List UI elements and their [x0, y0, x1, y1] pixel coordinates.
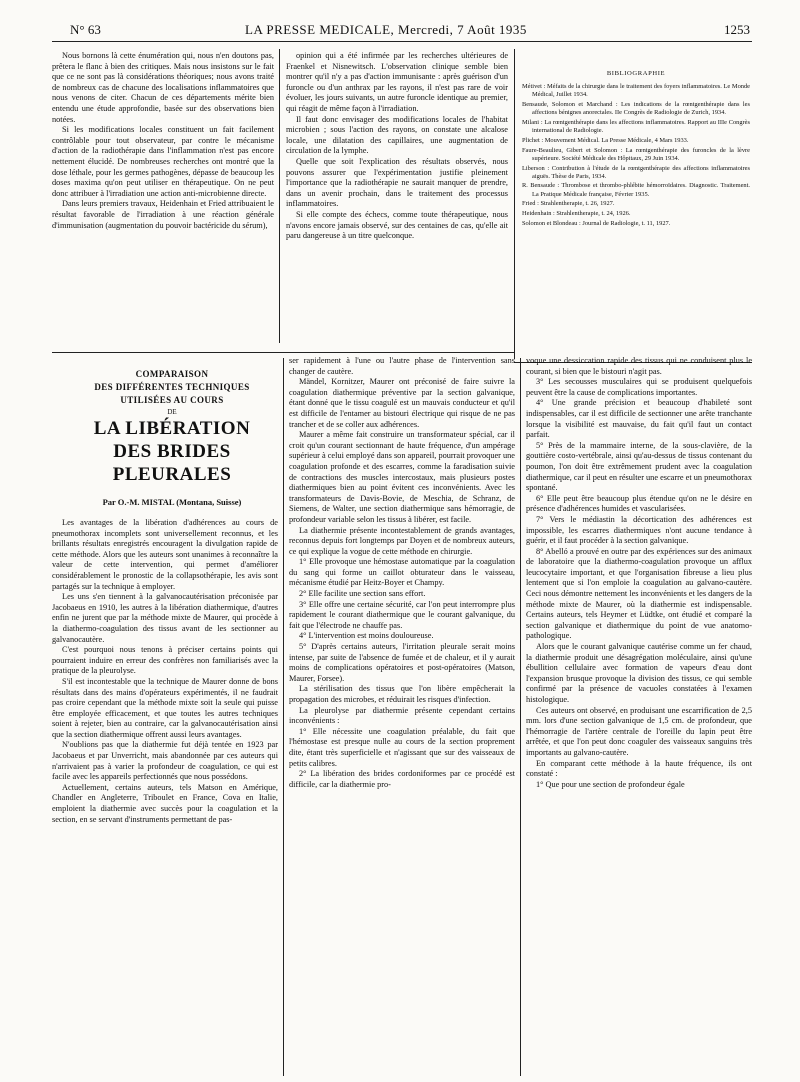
paragraph: La pleurolyse par diathermie présente cependant certains inconvénients : — [289, 705, 515, 726]
bibliography — [522, 70, 750, 360]
section-rule — [52, 352, 514, 353]
paragraph: 4° Une grande précision et beaucoup d'habileté sont indispensables, car il est difficile de sectionner une arête tranchante lorsque la visibilité est mauvaise, du fait qu'il faut un contact parfait. — [526, 398, 752, 440]
bibliography-entry: R. Bensaude : Thrombose et thrombo-phlébite hémorroïdaires. Diagnostic. Traitement. La Pratique Médicale française, Février 1935. — [522, 182, 750, 198]
title-line: UTILISÉES AU COURS — [120, 395, 224, 405]
column-divider — [520, 358, 521, 1076]
article-column-1 — [52, 518, 278, 1078]
title-big-line: DES BRIDES PLEURALES — [112, 441, 232, 485]
paragraph: 3° Elle offre une certaine sécurité, car l'on peut interrompre plus rapidement le courant diathermique que le courant galvanique, du fait que l'électrode ne chauffe pas. — [289, 599, 515, 630]
bibliography-entry: Liberson : Contribution à l'étude de la rœntgenthérapie des affections inflammatoires aiguës. Thèse de Paris, 1934. — [522, 164, 750, 180]
bibliography-entry: Plichet : Mouvement Médical. La Presse Médicale, 4 Mars 1933. — [522, 136, 689, 144]
bibliography-entry: Heidenhain : Strahlentherapie, t. 24, 1926. — [522, 210, 631, 218]
article-column-3 — [526, 356, 752, 1078]
paragraph: Alors que le courant galvanique cautérise comme un fer chaud, la diathermie produit une désagrégation moléculaire, ainsi qu'une ébullition cellulaire avec formation de vapeurs d'eau dont l'expansion brusque provoque la division des tissus, ce qui semble confirmé par la présence de vacuoles constatées à l'examen histologique. — [526, 642, 752, 704]
paragraph: S'il est incontestable que la technique de Maurer donne de bons résultats dans des mains d'opérateurs expérimentés, il ne faudrait pas croire cependant que la méthode mixte soit la seule qui puisse être employée efficacement, et que toutes les autres techniques soient à rejeter, bien au contraire, car la galvanocautérisation ainsi que la section diathermique offrent aussi leurs avantages. — [52, 676, 278, 739]
bibliography-entry: Fried : Strahlentherapie, t. 26, 1927. — [522, 200, 615, 208]
paragraph: Dans leurs premiers travaux, Heidenhain et Fried attribuaient le résultat favorable de l'irradiation à une réaction générale d'immunisation (augmentation du pouvoir bactéricide du sérum), — [52, 199, 274, 230]
paragraph: La diathermie présente incontestablement de grands avantages, reconnus depuis fort longtemps par Doyen et de nombreux auteurs, ce qui explique la vogue de cette méthode en chirurgie. — [289, 525, 515, 556]
page-number: 1253 — [724, 22, 750, 37]
paragraph: C'est pourquoi nous tenons à préciser certains points qui pourraient induire en erreur des confrères non familiarisés avec la pratique de la pleurolyse. — [52, 645, 278, 676]
paragraph: 3° Les secousses musculaires qui se produisent quelquefois peuvent être la cause de complications importantes. — [526, 377, 752, 397]
paragraph: 1° Que pour une section de profondeur égale — [536, 779, 685, 789]
paragraph: ser rapidement à l'une ou l'autre phase de l'intervention sans changer de cautère. — [289, 356, 515, 376]
paragraph: 8° Abelló a prouvé en outre par des expériences sur des animaux de laboratoire que la diathermo-coagulation provoque un afflux leucocytaire important, et que l'organisation fibreuse a lieu plus lentement que si l'on emploie la coagulation au galvano-cautère. Ceci nous démontre nettement les inconvénients et les dangers de la méthode mixte de Maurer, où la diathermie est indispensable. Certains auteurs, tels Heymer et Lüdtke, ont étudié et comparé la section galvanique et diathermique du point de vue anatomo-pathologique. — [526, 546, 752, 641]
top-column-2 — [286, 51, 508, 346]
paragraph: Nous bornons là cette énumération qui, nous n'en doutons pas, prêtera le flanc à bien des critiques. Mais nous insistons sur le fait que ce ne sont pas là considérations théoriques; nous avons traité de nombreux cas de chacune des localisations inflammatoires que nous venons de citer. Chacun de ces départements mérite bien entendu une étude approfondie, basée sur des observations bien notées. — [52, 51, 274, 124]
paragraph: Il faut donc envisager des modifications locales de l'habitat microbien ; sous l'action des rayons, on constate une alcalose locale, une dilatation des capillaires, une augmentation de circulation de la lymphe. — [286, 114, 508, 156]
paragraph: Quelle que soit l'explication des résultats observés, nous pouvons assurer que l'expérimentation justifie pleinement l'importance que la radiothérapie ne saurait manquer de prendre, dans un avenir prochain, dans le traitement des processus inflammatoires. — [286, 156, 508, 209]
paragraph: 2° Elle facilite une section sans effort. — [299, 589, 426, 599]
bibliography-entry: Métivet : Méfaits de la chirurgie dans le traitement des foyers inflammatoires. Le Monde Médical, Juillet 1934. — [522, 83, 750, 99]
article-author: Par O.-M. MISTAL (Montana, Suisse) — [102, 497, 242, 507]
bibliography-entry: Solomon et Blondeau : Journal de Radiologie, t. 11, 1927. — [522, 219, 671, 227]
paragraph: 5° D'après certains auteurs, l'irritation pleurale serait moins intense, par suite de l'absence de fumée et de chaleur, et il y aurait moins de complications opératoires et post-opératoires (Matson, Maurer, Forsee). — [289, 642, 515, 683]
page-header — [50, 22, 750, 40]
paragraph: Si elle compte des échecs, comme toute thérapeutique, nous n'avons encore jamais observé, sur des centaines de cas, qu'elle ait paru dangereuse à un titre quelconque. — [286, 209, 508, 241]
paragraph: Maurer a même fait construire un transformateur spécial, car il croit qu'un courant sectionnant de haute fréquence, d'un ampérage supérieur à celui employé dans son appareil, pourrait provoquer une coagulation profonde et des escarres, comme la faradisation suivie de contractions des muscles intercostaux, mais plusieurs postes diathermiques bien au point évitent ces inconvénients. Avec les transformateurs de Davis-Bovie, de Meschia, de Schranz, de Siemens, de Walter, une section diathermique sans hémorragie, de profondeur variable selon les tissus à libérer, est facile. — [289, 430, 515, 524]
paragraph: La stérilisation des tissus que l'on libère empêcherait la propagation des microbes, et réduirait les risques d'infection. — [289, 684, 515, 704]
title-line: COMPARAISON — [135, 369, 209, 379]
paragraph: 1° Elle nécessite une coagulation préalable, du fait que l'hémostase est presque nulle au cours de la section proprement dite, étant très superficielle et n'agissant que sur des vaisseaux de petits calibres. — [289, 726, 515, 768]
header-rule — [52, 41, 752, 42]
paragraph: Actuellement, certains auteurs, tels Matson en Amérique, Chandler en Angleterre, Triboulet en France, Cova en Italie, emploient la diathermie avec succès pour la coagulation et la section, en se servant d'instruments permettant de pas- — [52, 782, 278, 824]
bibliography-entry: Bensaude, Solomon et Marchand : Les indications de la rœntgenthérapie dans les affections bénignes anorectales. IIe Congrès de Radiologie de Zurich, 1934. — [522, 101, 750, 117]
column-divider — [283, 358, 284, 1076]
article-column-2 — [289, 356, 515, 1078]
journal-title: LA PRESSE MEDICALE, Mercredi, 7 Août 1935 — [245, 22, 527, 37]
bibliography-entry: Milani : La rœntgenthérapie dans les affections inflammatoires. Rapport au IIIe Congrès international de Radiologie. — [522, 119, 750, 135]
title-big-line: LA LIBÉRATION — [93, 418, 251, 439]
paragraph: Les uns s'en tiennent à la galvanocautérisation préconisée par Jacobaeus en 1910, les autres à la libération diathermique, d'autres enfin ne jurent que par la méthode mixte de Maurer, qui procède à la diathermo-coagulation des tissus avant de les sectionner au galvanocautère. — [52, 592, 278, 644]
column-divider — [279, 49, 280, 343]
paragraph: En comparant cette méthode à la haute fréquence, ils ont constaté : — [526, 758, 752, 779]
article-title — [62, 368, 282, 507]
paragraph: N'oublions pas que la diathermie fut déjà tentée en 1923 par Jacobaeus et par Unverricht, mais abandonnée par ces auteurs qui n'arrivaient pas à varier la profondeur de coagulation, ce qui est facile avec les appareils perfectionnés que nous possédons. — [52, 740, 278, 782]
paragraph: 6° Elle peut être beaucoup plus étendue qu'on ne le désire en présence d'adhérences humides et vascularisées. — [526, 493, 752, 514]
paragraph: 4° L'intervention est moins douloureuse. — [299, 631, 434, 641]
paragraph: 2° La libération des brides cordoniformes par ce procédé est difficile, car la diathermie pro- — [289, 769, 515, 789]
paragraph: Mändel, Kornitzer, Maurer ont préconisé de faire suivre la coagulation diathermique préventive par la section galvanique, étant donné que le tissu coagulé est un mauvais conducteur et qu'il est difficile de l'entamer au bistouri électrique qui risque de ne pas trancher et de se coller aux adhérences. — [289, 377, 515, 429]
column-divider — [514, 49, 515, 359]
title-line: DES DIFFÉRENTES TECHNIQUES — [94, 382, 250, 392]
paragraph: 5° Près de la mammaire interne, de la sous-clavière, de la gouttière costo-vertébrale, ainsi qu'au-dessus de tissus contenant du poumon, l'on doit être extrêmement prudent avec la coagulation diathermique, car il peut en résulter une escarre et un pneumothorax spontané. — [526, 440, 752, 493]
paragraph: Si les modifications locales constituent un fait facilement contrôlable pour tout observateur, par contre le mécanisme d'action de la radiothérapie dans l'inflammation n'est pas encore nettement élucidé. De nombreuses recherches ont montré que la dose léthale, pour les germes pathogènes, dépasse de beaucoup les doses maxima qu'on peut utiliser en thérapeutique. On ne peut donc attribuer à l'irradiation une action anti-microbienne directe. — [52, 125, 274, 198]
paragraph: Les avantages de la libération d'adhérences au cours de pneumothorax incomplets sont universellement reconnus, et les brillants résultats enregistrés encouragent la divulgation rapide de cette méthode. Alors que les auteurs sont unanimes à reconnaître la valeur de cette intervention, qui permet d'améliorer considérablement le pronostic de la collapsothérapie, les avis sont partagés sur la technique à employer. — [52, 518, 278, 591]
paragraph: 1° Elle provoque une hémostase automatique par la coagulation du sang qui forme un caillot obturateur dans le vaisseau, mécanisme étudié par Heitz-Boyer et Champy. — [289, 557, 515, 588]
paragraph: opinion qui a été infirmée par les recherches ultérieures de Fraenkel et Nisnewitsch. L'observation clinique semble bien montrer qu'il n'y a pas d'action immunisante : après guérison d'un furoncle ou d'un anthrax par les rayons, il n'est pas rare de voir évoluer, les jours suivants, un autre furoncle identique au premier, qui réagit de même façon à l'irradiation. — [286, 51, 508, 113]
bibliography-title: BIBLIOGRAPHIE — [606, 70, 666, 77]
paragraph: 7° Vers le médiastin la décortication des adhérences est impossible, les escarres diathermiques n'ont aucune tendance à guérir, et il faut procéder à la section galvanique. — [526, 514, 752, 546]
issue-number: N° 63 — [70, 22, 101, 37]
top-column-1 — [52, 51, 274, 346]
title-de: DE — [167, 408, 177, 416]
bibliography-entry: Faure-Beaulieu, Gibert et Solomon : La rœntgenthérapie des furoncles de la lèvre supérieure. Société Médicale des Hôpitaux, 29 Juin 1934. — [522, 146, 750, 162]
paragraph: Ces auteurs ont observé, en produisant une escarrification de 2,5 mm. lors d'une section galvanique de 1,5 cm. de profondeur, que l'hémorragie de l'artère centrale de l'oreille du lapin peut être arrêtée, et que l'on peut donc coaguler des vaisseaux sanguins très importants au galvano-cautère. — [526, 705, 752, 757]
paragraph: voque une dessiccation rapide des tissus qui ne conduisent plus le courant, si bien que le bistouri n'agit pas. — [526, 356, 752, 376]
